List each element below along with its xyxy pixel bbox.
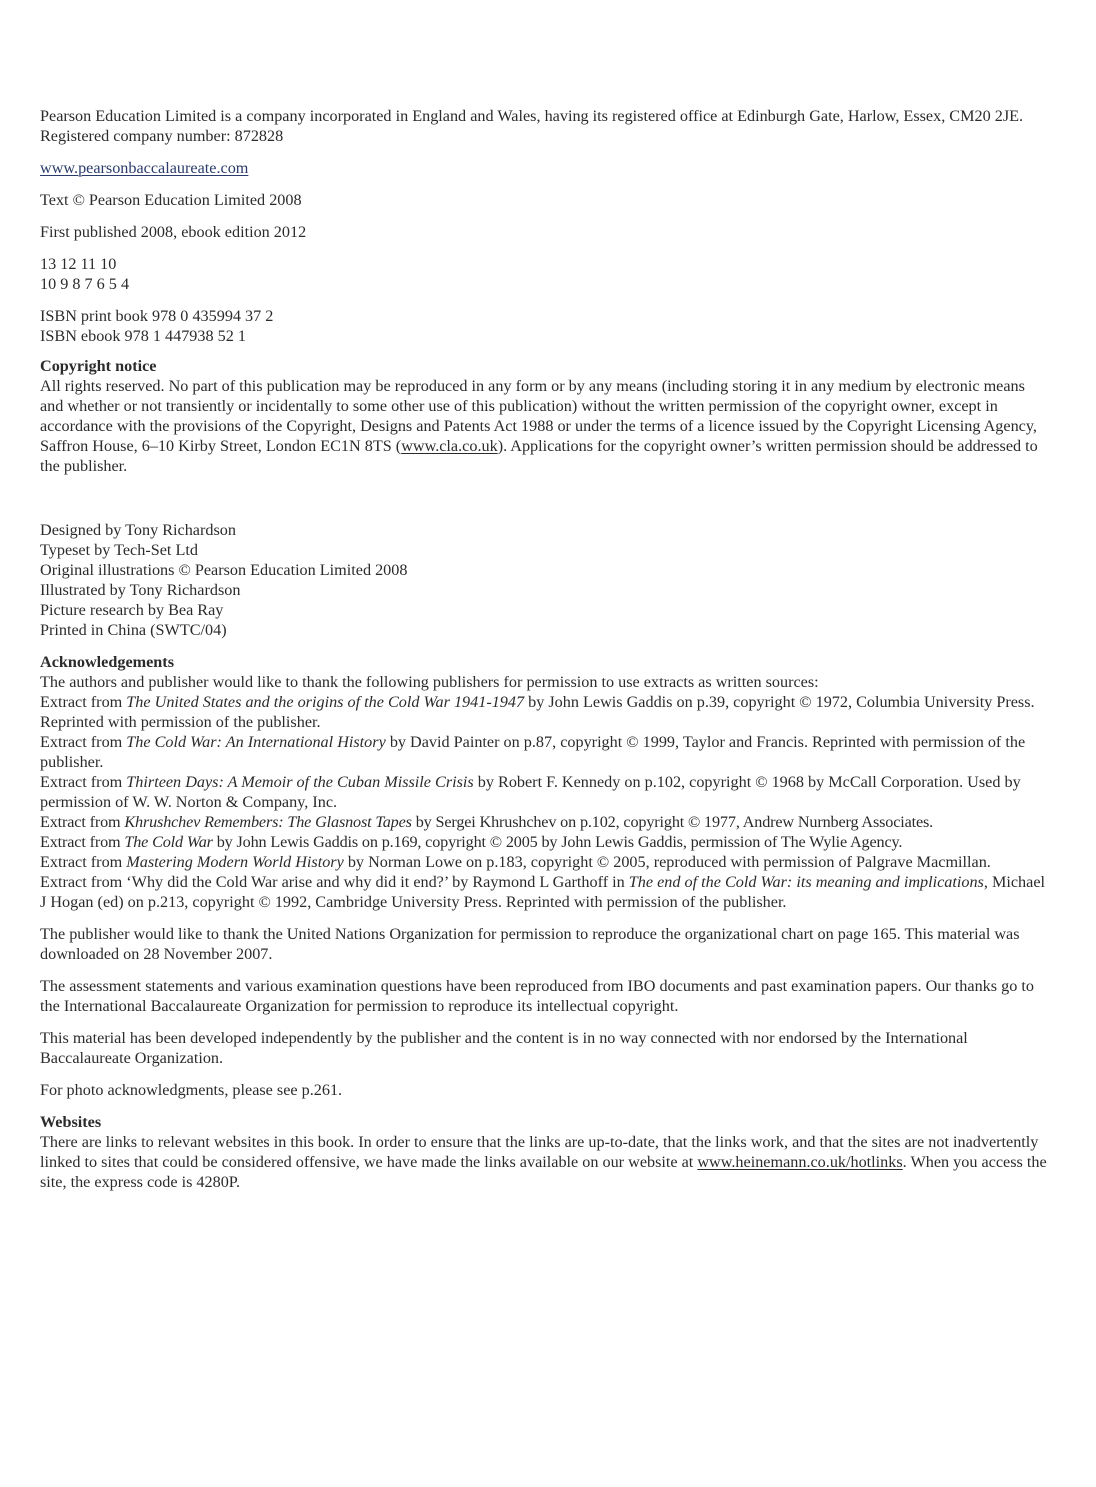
extract-item (40, 872, 1050, 912)
pearson-website-link[interactable]: www.pearsonbaccalaureate.com (40, 159, 249, 177)
ibo-reproduction-note: The assessment statements and various examination questions have been reproduced from IBO documents and past examination papers. Our thanks go to the International Baccalaureate Organization for permission to reproduce its intellectual copyright. (40, 977, 1034, 1015)
print-years: 13 12 11 10 (40, 255, 117, 273)
extract-item (40, 772, 1050, 812)
extract-prefix: Extract from ‘Why did the Cold War arise and why did it end?’ by Raymond L Garthoff in (40, 873, 629, 891)
extract-prefix: Extract from (40, 733, 127, 751)
extract-suffix: by John Lewis Gaddis on p.169, copyright © 2005 by John Lewis Gaddis, permission of The Wylie Agency. (212, 833, 903, 851)
extract-suffix: by Robert F. Kennedy on p.102, copyright © 1968 by McCall Corporation. Used by permission of W. W. Norton & Company, Inc. (40, 773, 1021, 811)
extract-title: The Cold War: An International History (126, 733, 386, 751)
copyright-notice-heading: Copyright notice (40, 357, 157, 375)
websites-heading: Websites (40, 1113, 102, 1131)
extract-suffix: , Michael J Hogan (ed) on p.213, copyright © 1992, Cambridge University Press. Reprinted with permission of the publisher. (40, 873, 1046, 911)
credit-illustrations: Original illustrations © Pearson Education Limited 2008 (40, 561, 408, 579)
extract-suffix: by John Lewis Gaddis on p.39, copyright © 1972, Columbia University Press. Reprinted with permission of the publisher. (40, 693, 1035, 731)
extract-suffix: by Sergei Khrushchev on p.102, copyright © 1977, Andrew Nurnberg Associates. (411, 813, 934, 831)
extract-title: Thirteen Days: A Memoir of the Cuban Missile Crisis (126, 773, 474, 791)
copyright-notice-tail: ). Applications for the copyright owner’s written permission should be addressed to the publisher. (40, 437, 1038, 475)
credits-list (40, 520, 1050, 640)
website-line (40, 158, 1050, 178)
extract-item (40, 692, 1050, 732)
extract-prefix: Extract from (40, 853, 127, 871)
websites-tail: . When you access the site, the express code is 4280P. (40, 1153, 1047, 1191)
credit-designer: Designed by Tony Richardson (40, 521, 236, 539)
extract-title: Khrushchev Remembers: The Glasnost Tapes (124, 813, 412, 831)
print-numbers: 10 9 8 7 6 5 4 (40, 275, 130, 293)
extract-suffix: by Norman Lowe on p.183, copyright © 2005, reproduced with permission of Palgrave Macmillan. (343, 853, 991, 871)
extract-prefix: Extract from (40, 693, 127, 711)
credit-illustrator: Illustrated by Tony Richardson (40, 581, 241, 599)
text-copyright: Text © Pearson Education Limited 2008 (40, 191, 302, 209)
photo-ack-note: For photo acknowledgments, please see p.261. (40, 1081, 343, 1099)
acknowledgements-section (40, 652, 1050, 912)
copyright-notice-body: All rights reserved. No part of this publication may be reproduced in any form or by any means (including storing it in any medium by electronic means and whether or not transiently or incidentally to some other use of this publication) without the written permission of the copyright owner, except in accordance with the provisions of the Copyright, Designs and Patents Act 1988 or under the terms of a licence issued by the Copyright Licensing Agency, Saffron House, 6–10 Kirby Street, London EC1N 8TS ( (40, 377, 1037, 455)
websites-section (40, 1112, 1050, 1192)
copyright-notice-text (40, 376, 1050, 476)
extract-item (40, 732, 1050, 772)
extract-title: The United States and the origins of the Cold War 1941-1947 (126, 693, 525, 711)
company-info: Pearson Education Limited is a company incorporated in England and Wales, having its registered office at Edinburgh Gate, Harlow, Essex, CM20 2JE. Registered company number: 872828 (40, 107, 1024, 145)
credit-printer: Printed in China (SWTC/04) (40, 621, 227, 639)
extract-title: The end of the Cold War: its meaning and implications (628, 873, 984, 891)
copyright-notice-section (40, 356, 1050, 476)
un-chart-note: The publisher would like to thank the United Nations Organization for permission to reproduce the organizational chart on page 165. This material was downloaded on 28 November 2007. (40, 925, 1020, 963)
acknowledgements-heading: Acknowledgements (40, 653, 174, 671)
independence-note: This material has been developed independently by the publisher and the content is in no way connected with nor endorsed by the International Baccalaureate Organization. (40, 1029, 968, 1067)
credit-typesetter: Typeset by Tech-Set Ltd (40, 541, 198, 559)
isbn-ebook: ISBN ebook 978 1 447938 52 1 (40, 327, 246, 345)
isbn-block (40, 306, 1050, 346)
extract-item (40, 832, 1050, 852)
isbn-print: ISBN print book 978 0 435994 37 2 (40, 307, 274, 325)
cla-link[interactable]: www.cla.co.uk (401, 437, 498, 455)
hotlinks-link[interactable]: www.heinemann.co.uk/hotlinks (697, 1153, 903, 1171)
extract-title: Mastering Modern World History (126, 853, 344, 871)
websites-text (40, 1132, 1050, 1192)
extract-item (40, 852, 1050, 872)
extract-title: The Cold War (124, 833, 213, 851)
extract-prefix: Extract from (40, 813, 125, 831)
extract-prefix: Extract from (40, 833, 125, 851)
credit-picture-research: Picture research by Bea Ray (40, 601, 224, 619)
extract-prefix: Extract from (40, 773, 127, 791)
print-line (40, 254, 1050, 294)
publication-info: First published 2008, ebook edition 2012 (40, 223, 307, 241)
websites-body: There are links to relevant websites in this book. In order to ensure that the links are up-to-date, that the links work, and that the sites are not inadvertently linked to sites that could be considered offensive, we have made the links available on our website at (40, 1133, 1039, 1171)
acknowledgements-intro: The authors and publisher would like to thank the following publishers for permission to use extracts as written sources: (40, 673, 819, 691)
copyright-page (40, 106, 1050, 1204)
extract-suffix: by David Painter on p.87, copyright © 1999, Taylor and Francis. Reprinted with permission of the publisher. (40, 733, 1026, 771)
extract-item (40, 812, 1050, 832)
